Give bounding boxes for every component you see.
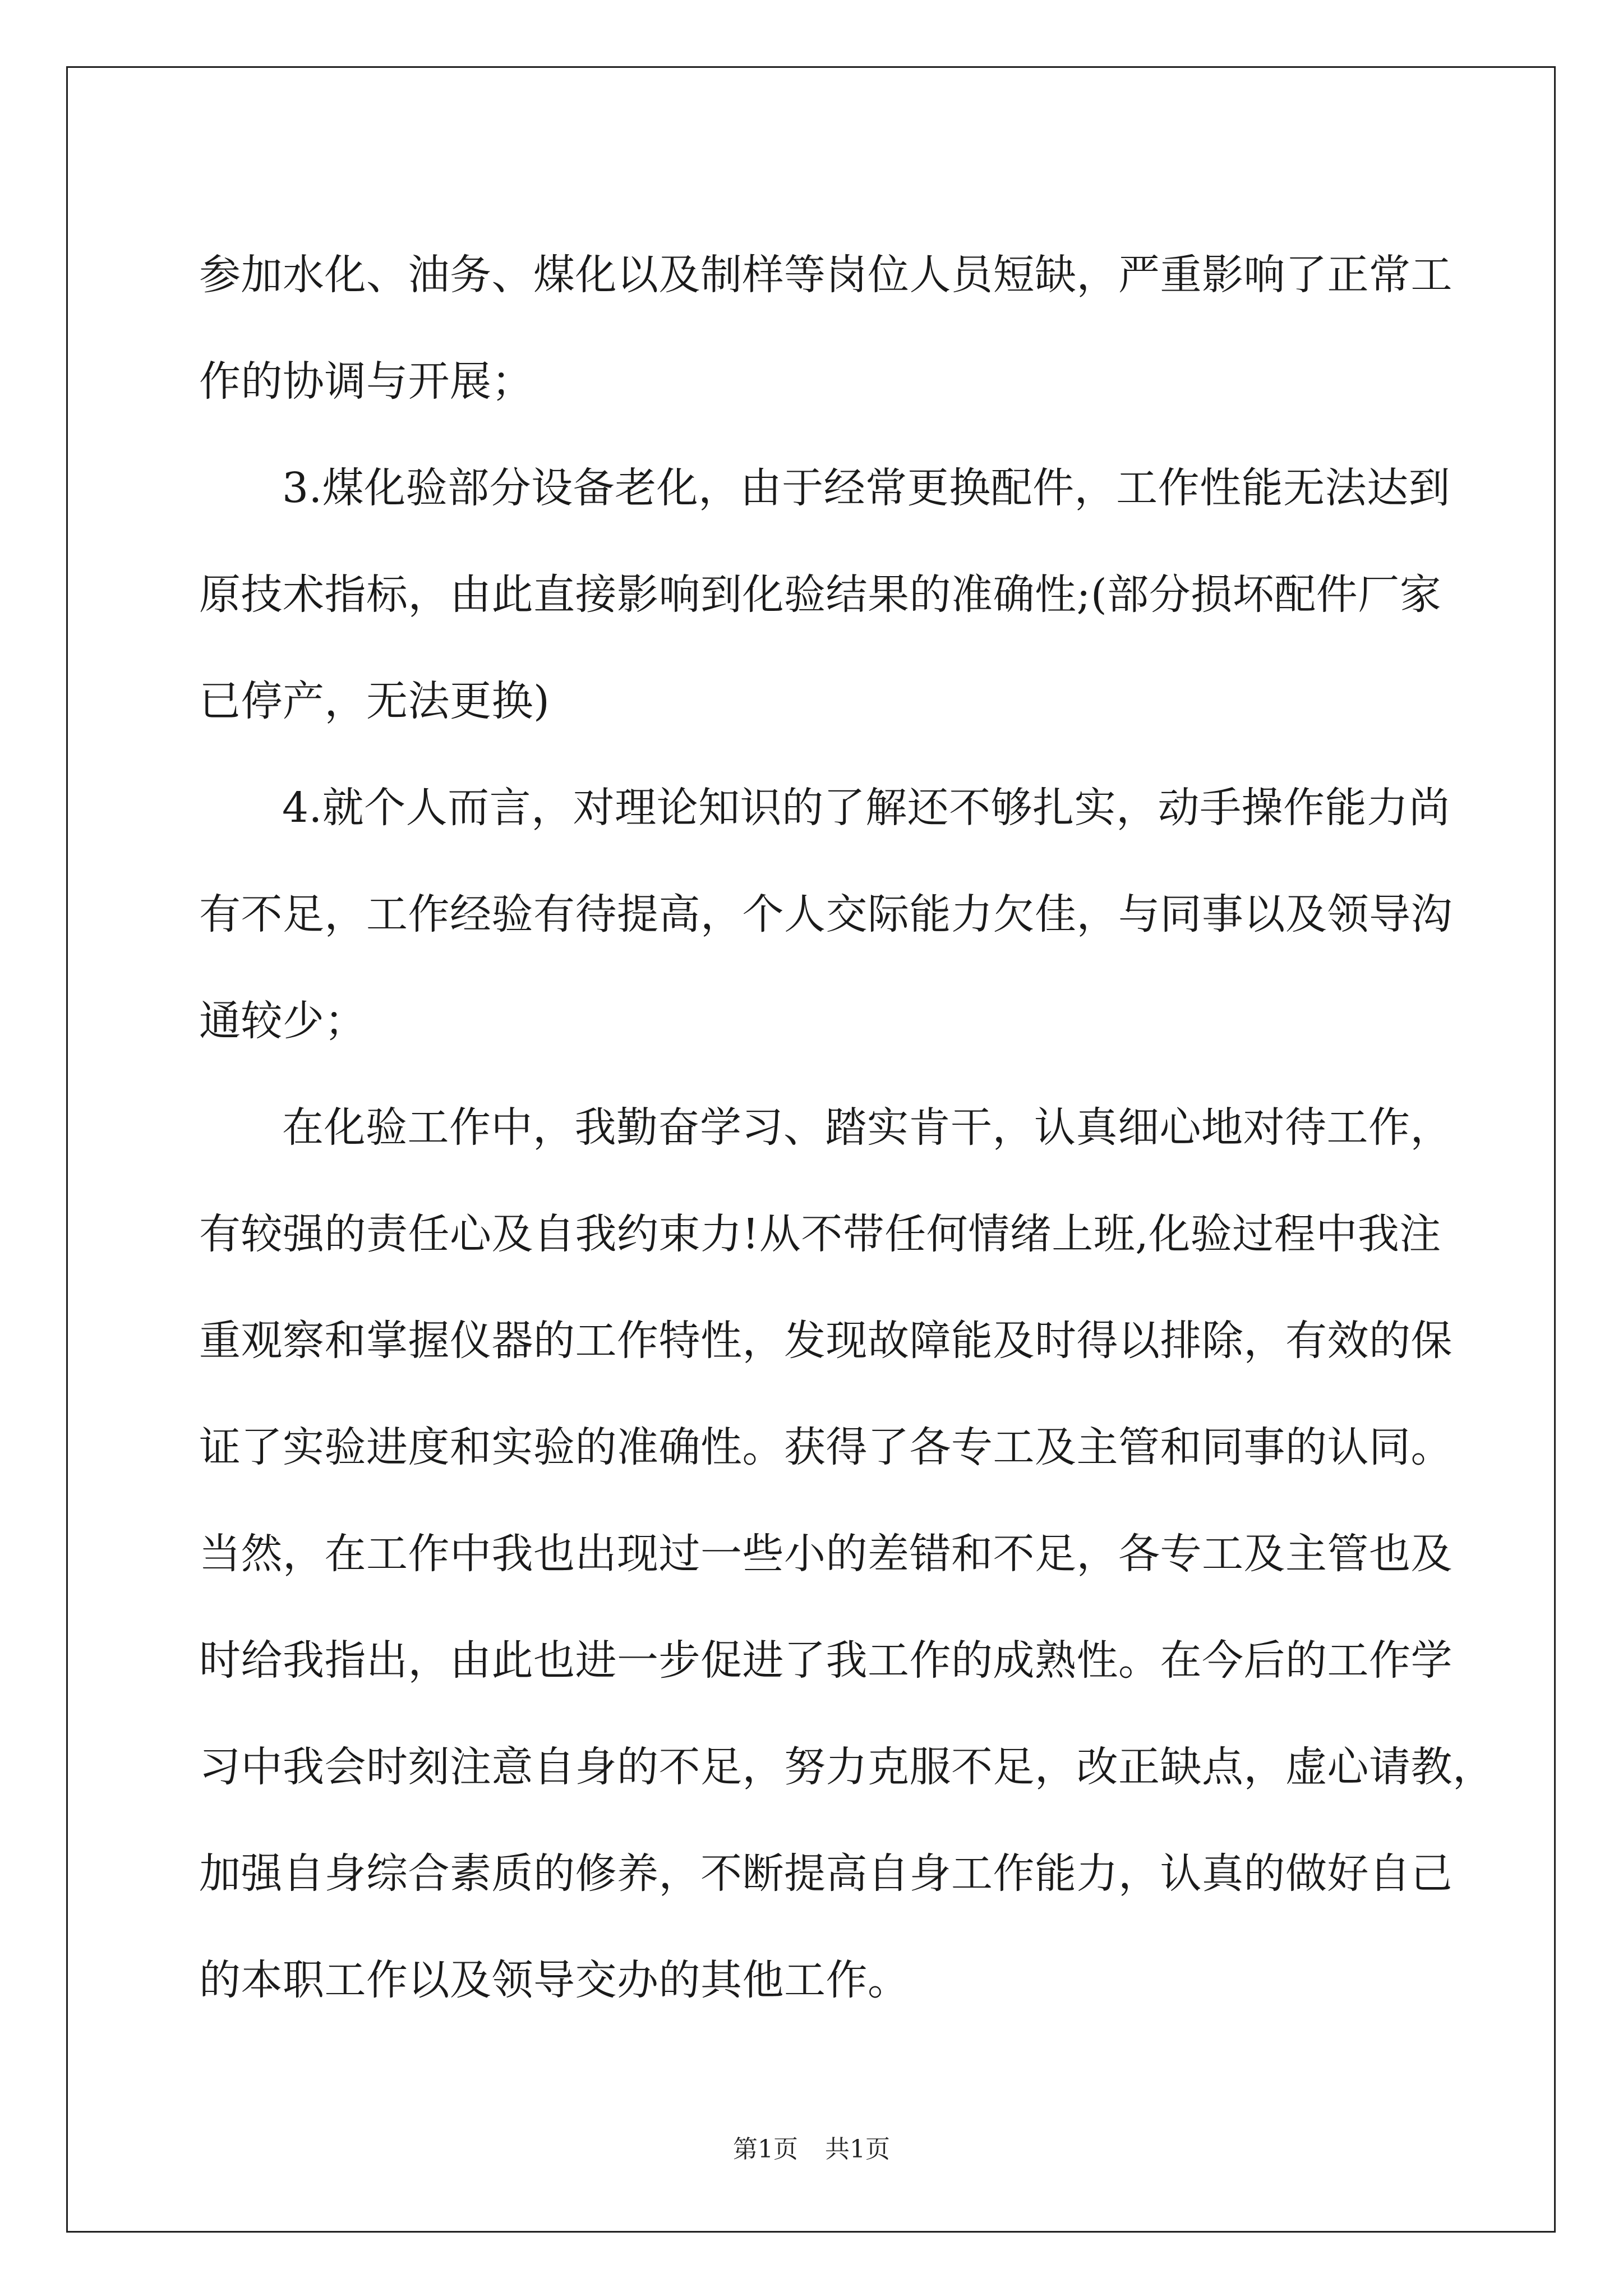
text-line: 参加水化、油务、煤化以及制样等岗位人员短缺，严重影响了正常工: [199, 251, 1453, 299]
page-number-current: 第1页: [733, 2135, 798, 2164]
text-line: 的本职工作以及领导交办的其他工作。: [199, 1956, 910, 2004]
text-line: 证了实验进度和实验的准确性。获得了各专工及主管和同事的认同。: [199, 1423, 1453, 1471]
text-line: 3.煤化验部分设备老化，由于经常更换配件，工作性能无法达到: [282, 464, 1451, 512]
text-line: 在化验工作中，我勤奋学习、踏实肯干，认真细心地对待工作，: [282, 1103, 1452, 1152]
text-line: 有不足，工作经验有待提高，个人交际能力欠佳，与同事以及领导沟: [199, 890, 1453, 938]
text-line: 习中我会时刻注意自身的不足，努力克服不足，改正缺点，虚心请教，: [199, 1743, 1495, 1791]
text-line: 重观察和掌握仪器的工作特性，发现故障能及时得以排除，有效的保: [199, 1317, 1453, 1365]
text-line: 加强自身综合素质的修养，不断提高自身工作能力，认真的做好自己: [199, 1849, 1453, 1898]
page-footer: [0, 2129, 1623, 2165]
text-line: 作的协调与开展；: [199, 357, 533, 406]
text-line: 时给我指出，由此也进一步促进了我工作的成熟性。在今后的工作学: [199, 1636, 1453, 1685]
text-line: 4.就个人而言，对理论知识的了解还不够扎实，动手操作能力尚: [282, 784, 1451, 832]
text-line: 已停产，无法更换): [199, 677, 550, 725]
page-number-total: 共1页: [825, 2135, 890, 2164]
text-line: 原技术指标，由此直接影响到化验结果的准确性;(部分损坏配件厂家: [199, 570, 1442, 619]
text-line: 通较少；: [199, 997, 366, 1045]
document-body: [199, 222, 1495, 2033]
text-line: 有较强的责任心及自我约束力!从不带任何情绪上班,化验过程中我注: [199, 1210, 1441, 1258]
text-line: 当然，在工作中我也出现过一些小的差错和不足，各专工及主管也及: [199, 1530, 1453, 1578]
